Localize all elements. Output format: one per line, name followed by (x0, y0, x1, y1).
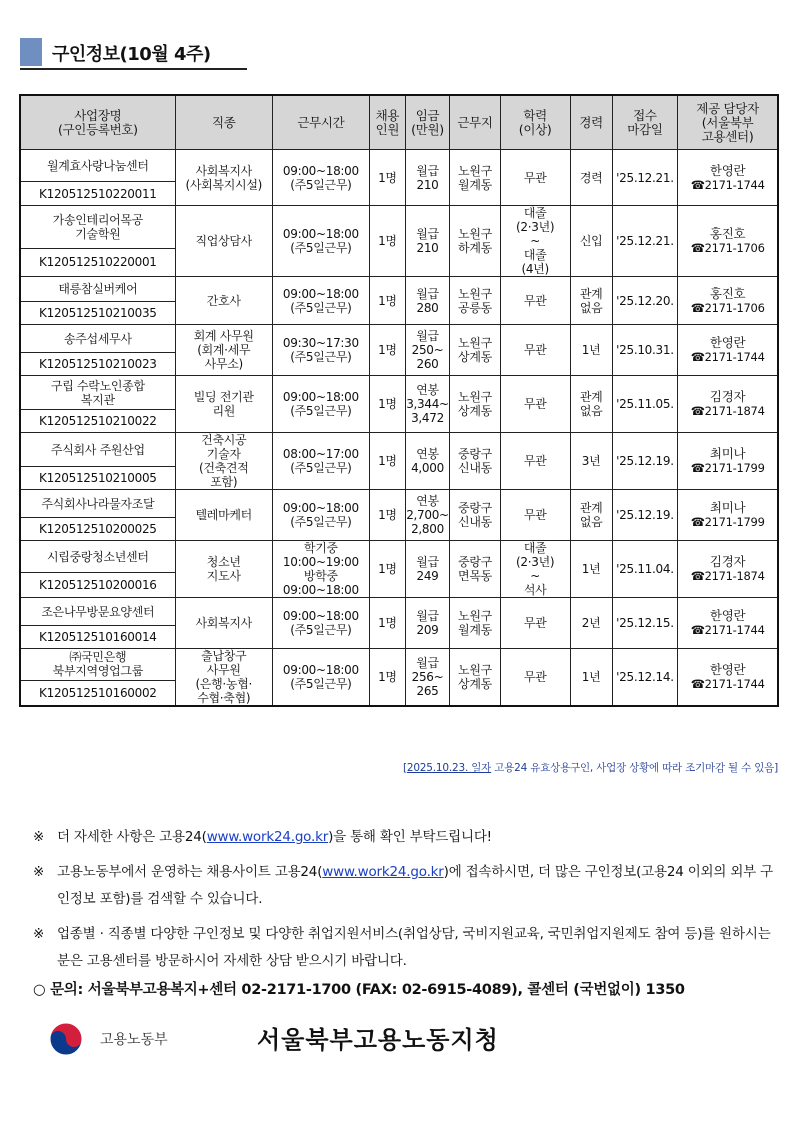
hire-count: 1명 (369, 277, 405, 325)
company-name: 조은나무방문요양센터 (20, 598, 175, 626)
career: 2년 (570, 598, 612, 649)
company-name: 송주섭세무사 (20, 325, 175, 353)
company-name: 주식회사 주원산업 (20, 433, 175, 467)
header-wage: 임금 (만원) (405, 95, 449, 150)
deadline: '25.12.19. (612, 490, 677, 541)
hire-count: 1명 (369, 206, 405, 277)
reference-mark: ※ (33, 926, 45, 942)
wage: 월급 209 (405, 598, 449, 649)
work-location: 노원구 상계동 (450, 376, 501, 433)
deadline: '25.10.31. (612, 325, 677, 376)
job-title: 출납창구 사무원 (은행·농협· 수협·축협) (175, 649, 272, 707)
contact-phone: ☎2171-1744 (690, 623, 765, 637)
contact-person (678, 490, 778, 541)
work-hours: 09:00~18:00 (주5일근무) (272, 598, 369, 649)
company-name: ㈜국민은행 북부지역영업그룹 (20, 649, 175, 681)
contact-name: 한영란 (709, 335, 746, 350)
contact-person (678, 277, 778, 325)
deadline: '25.12.21. (612, 206, 677, 277)
table-row (20, 649, 778, 681)
hire-count: 1명 (369, 541, 405, 598)
contact-name: 최미나 (709, 446, 746, 461)
career: 1년 (570, 541, 612, 598)
education: 무관 (500, 325, 570, 376)
career: 경력 (570, 150, 612, 206)
contact-person (678, 376, 778, 433)
wage: 월급 250~ 260 (405, 325, 449, 376)
career: 관계 없음 (570, 277, 612, 325)
education: 무관 (500, 598, 570, 649)
work-hours: 09:00~18:00 (주5일근무) (272, 649, 369, 707)
header-count: 채용 인원 (369, 95, 405, 150)
education: 대졸 (2·3년) ~ 대졸 (4년) (500, 206, 570, 277)
registration-number: K120512510220011 (20, 182, 175, 206)
job-title: 사회복지사 (사회복지시설) (175, 150, 272, 206)
deadline: '25.12.21. (612, 150, 677, 206)
contact-name: 한영란 (709, 162, 746, 178)
registration-number: K120512510210035 (20, 302, 175, 325)
table-row (20, 325, 778, 353)
work-hours: 09:00~18:00 (주5일근무) (272, 376, 369, 433)
table-row (20, 277, 778, 302)
header-location: 근무지 (450, 95, 501, 150)
note-text: 고용24 유효상용구인, 사업장 상황에 따라 조기마감 될 수 있음 (491, 762, 775, 774)
wage: 월급 210 (405, 150, 449, 206)
work-location: 노원구 하계동 (450, 206, 501, 277)
company-name: 주식회사나라물자조달 (20, 490, 175, 518)
wage: 월급 256~ 265 (405, 649, 449, 707)
wage: 월급 249 (405, 541, 449, 598)
reference-mark: ※ (33, 864, 45, 880)
work-location: 노원구 월계동 (450, 598, 501, 649)
header-deadline: 접수 마감일 (612, 95, 677, 150)
contact-person (678, 649, 778, 707)
career: 신입 (570, 206, 612, 277)
contact-phone: ☎2171-1706 (690, 241, 765, 255)
career: 관계 없음 (570, 376, 612, 433)
deadline: '25.12.20. (612, 277, 677, 325)
education: 무관 (500, 150, 570, 206)
registration-number: K120512510210022 (20, 410, 175, 433)
wage: 연봉 4,000 (405, 433, 449, 490)
work-location: 중랑구 신내동 (450, 433, 501, 490)
note-date: 2025.10.23. 일자 (406, 762, 492, 774)
table-row (20, 433, 778, 467)
contact-person (678, 325, 778, 376)
header-career: 경력 (570, 95, 612, 150)
job-title: 간호사 (175, 277, 272, 325)
registration-number: K120512510160014 (20, 626, 175, 649)
company-name: 가송인테리어목공 기술학원 (20, 206, 175, 249)
registration-number: K120512510210005 (20, 467, 175, 490)
contact-phone: ☎2171-1874 (690, 404, 765, 418)
job-title: 텔레마케터 (175, 490, 272, 541)
work-hours: 09:00~18:00 (주5일근무) (272, 277, 369, 325)
wage: 연봉 3,344~ 3,472 (405, 376, 449, 433)
hire-count: 1명 (369, 490, 405, 541)
header-company: 사업장명 (구인등록번호) (20, 95, 175, 150)
work-location: 노원구 상계동 (450, 649, 501, 707)
notice-list (33, 824, 778, 983)
education: 무관 (500, 433, 570, 490)
job-title: 빌딩 전기관 리원 (175, 376, 272, 433)
wage: 연봉 2,700~ 2,800 (405, 490, 449, 541)
hire-count: 1명 (369, 376, 405, 433)
deadline: '25.12.15. (612, 598, 677, 649)
header-job: 직종 (175, 95, 272, 150)
hire-count: 1명 (369, 433, 405, 490)
hire-count: 1명 (369, 649, 405, 707)
notice-item: ※ 업종별 · 직종별 다양한 구인정보 및 다양한 취업지원서비스(취업상담, 국비지원교육, 국민취업지원제도 참여 등)를 원하시는 분은 고용센터를 방문하시어 자세한 상담 받으시기 바랍니다. (33, 921, 778, 975)
contact-person (678, 598, 778, 649)
work-location: 노원구 상계동 (450, 325, 501, 376)
wage: 월급 210 (405, 206, 449, 277)
table-row (20, 490, 778, 518)
wage: 월급 280 (405, 277, 449, 325)
data-date-note: [2025.10.23. 일자 고용24 유효상용구인, 사업장 상황에 따라 조기마감 될 수 있음] (402, 762, 778, 774)
hire-count: 1명 (369, 598, 405, 649)
deadline: '25.12.19. (612, 433, 677, 490)
notice-item: ※ 고용노동부에서 운영하는 채용사이트 고용24(www.work24.go.kr)에 접속하시면, 더 많은 구인정보(고용24 이외의 외부 구인정보 포함)를 검색할 수 있습니다. (33, 859, 778, 913)
title-accent-bar (20, 38, 42, 66)
contact-person (678, 541, 778, 598)
work-location: 노원구 공릉동 (450, 277, 501, 325)
career: 관계 없음 (570, 490, 612, 541)
inquiry-line: ○ 문의: 서울북부고용복지+센터 02-2171-1700 (FAX: 02-6915-4089), 콜센터 (국번없이) 1350 (33, 982, 685, 998)
header-hours: 근무시간 (272, 95, 369, 150)
contact-name: 한영란 (709, 608, 746, 623)
contact-phone: ☎2171-1799 (690, 515, 765, 529)
contact-person (678, 150, 778, 206)
contact-phone: ☎2171-1706 (690, 300, 765, 315)
contact-name: 한영란 (709, 662, 746, 677)
company-name: 구립 수락노인종합 복지관 (20, 376, 175, 410)
deadline: '25.12.14. (612, 649, 677, 707)
contact-person (678, 206, 778, 277)
hire-count: 1명 (369, 150, 405, 206)
work-hours: 09:00~18:00 (주5일근무) (272, 490, 369, 541)
page-title-block (20, 38, 247, 70)
job-title: 청소년 지도사 (175, 541, 272, 598)
table-row (20, 598, 778, 626)
job-listings-table (19, 94, 779, 707)
registration-number: K120512510200025 (20, 518, 175, 541)
education: 무관 (500, 376, 570, 433)
work24-link[interactable]: www.work24.go.kr (206, 829, 329, 845)
career: 3년 (570, 433, 612, 490)
work-location: 중랑구 면목동 (450, 541, 501, 598)
table-header-row (20, 95, 778, 150)
work-location: 노원구 월계동 (450, 150, 501, 206)
work-hours: 09:00~18:00 (주5일근무) (272, 150, 369, 206)
table-row (20, 206, 778, 249)
company-name: 월계효사랑나눔센터 (20, 150, 175, 182)
contact-name: 홍진호 (709, 285, 746, 301)
contact-phone: ☎2171-1744 (690, 677, 765, 691)
education: 대졸 (2·3년) ~ 석사 (500, 541, 570, 598)
contact-phone: ☎2171-1744 (690, 350, 765, 364)
contact-phone: ☎2171-1874 (690, 569, 765, 583)
contact-name: 홍진호 (709, 226, 746, 241)
registration-number: K120512510200016 (20, 573, 175, 598)
job-title: 회계 사무원 (회계·세무 사무소) (175, 325, 272, 376)
ministry-name: 고용노동부 (100, 1032, 168, 1048)
page-title: 구인정보(10월 4주) (52, 44, 211, 65)
job-title: 사회복지사 (175, 598, 272, 649)
company-name: 태릉참실버케어 (20, 277, 175, 302)
job-title: 건축시공 기술자 (건축견적 포함) (175, 433, 272, 490)
reference-mark: ※ (33, 829, 45, 845)
education: 무관 (500, 277, 570, 325)
office-name: 서울북부고용노동지청 (257, 1026, 499, 1054)
table-row (20, 541, 778, 573)
contact-name: 김경자 (709, 554, 746, 569)
career: 1년 (570, 649, 612, 707)
deadline: '25.11.04. (612, 541, 677, 598)
company-name: 시립중랑청소년센터 (20, 541, 175, 573)
work-hours: 09:30~17:30 (주5일근무) (272, 325, 369, 376)
header-education: 학력 (이상) (500, 95, 570, 150)
notice-item: ※ 더 자세한 사항은 고용24(www.work24.go.kr)을 통해 확인 부탁드립니다! (33, 824, 778, 851)
registration-number: K120512510210023 (20, 353, 175, 376)
registration-number: K120512510160002 (20, 680, 175, 706)
hire-count: 1명 (369, 325, 405, 376)
table-row (20, 150, 778, 182)
contact-phone: ☎2171-1744 (690, 177, 765, 192)
work-hours: 09:00~18:00 (주5일근무) (272, 206, 369, 277)
table-row (20, 376, 778, 410)
work-location: 중랑구 신내동 (450, 490, 501, 541)
contact-name: 최미나 (709, 500, 746, 515)
contact-name: 김경자 (709, 389, 746, 404)
work-hours: 학기중 10:00~19:00 방학중 09:00~18:00 (272, 541, 369, 598)
work-hours: 08:00~17:00 (주5일근무) (272, 433, 369, 490)
deadline: '25.11.05. (612, 376, 677, 433)
registration-number: K120512510220001 (20, 248, 175, 276)
career: 1년 (570, 325, 612, 376)
work24-link[interactable]: www.work24.go.kr (322, 864, 444, 880)
education: 무관 (500, 490, 570, 541)
header-contact: 제공 담당자 (서울북부 고용센터) (678, 95, 778, 150)
education: 무관 (500, 649, 570, 707)
contact-phone: ☎2171-1799 (690, 461, 765, 475)
contact-person (678, 433, 778, 490)
job-title: 직업상담사 (175, 206, 272, 277)
